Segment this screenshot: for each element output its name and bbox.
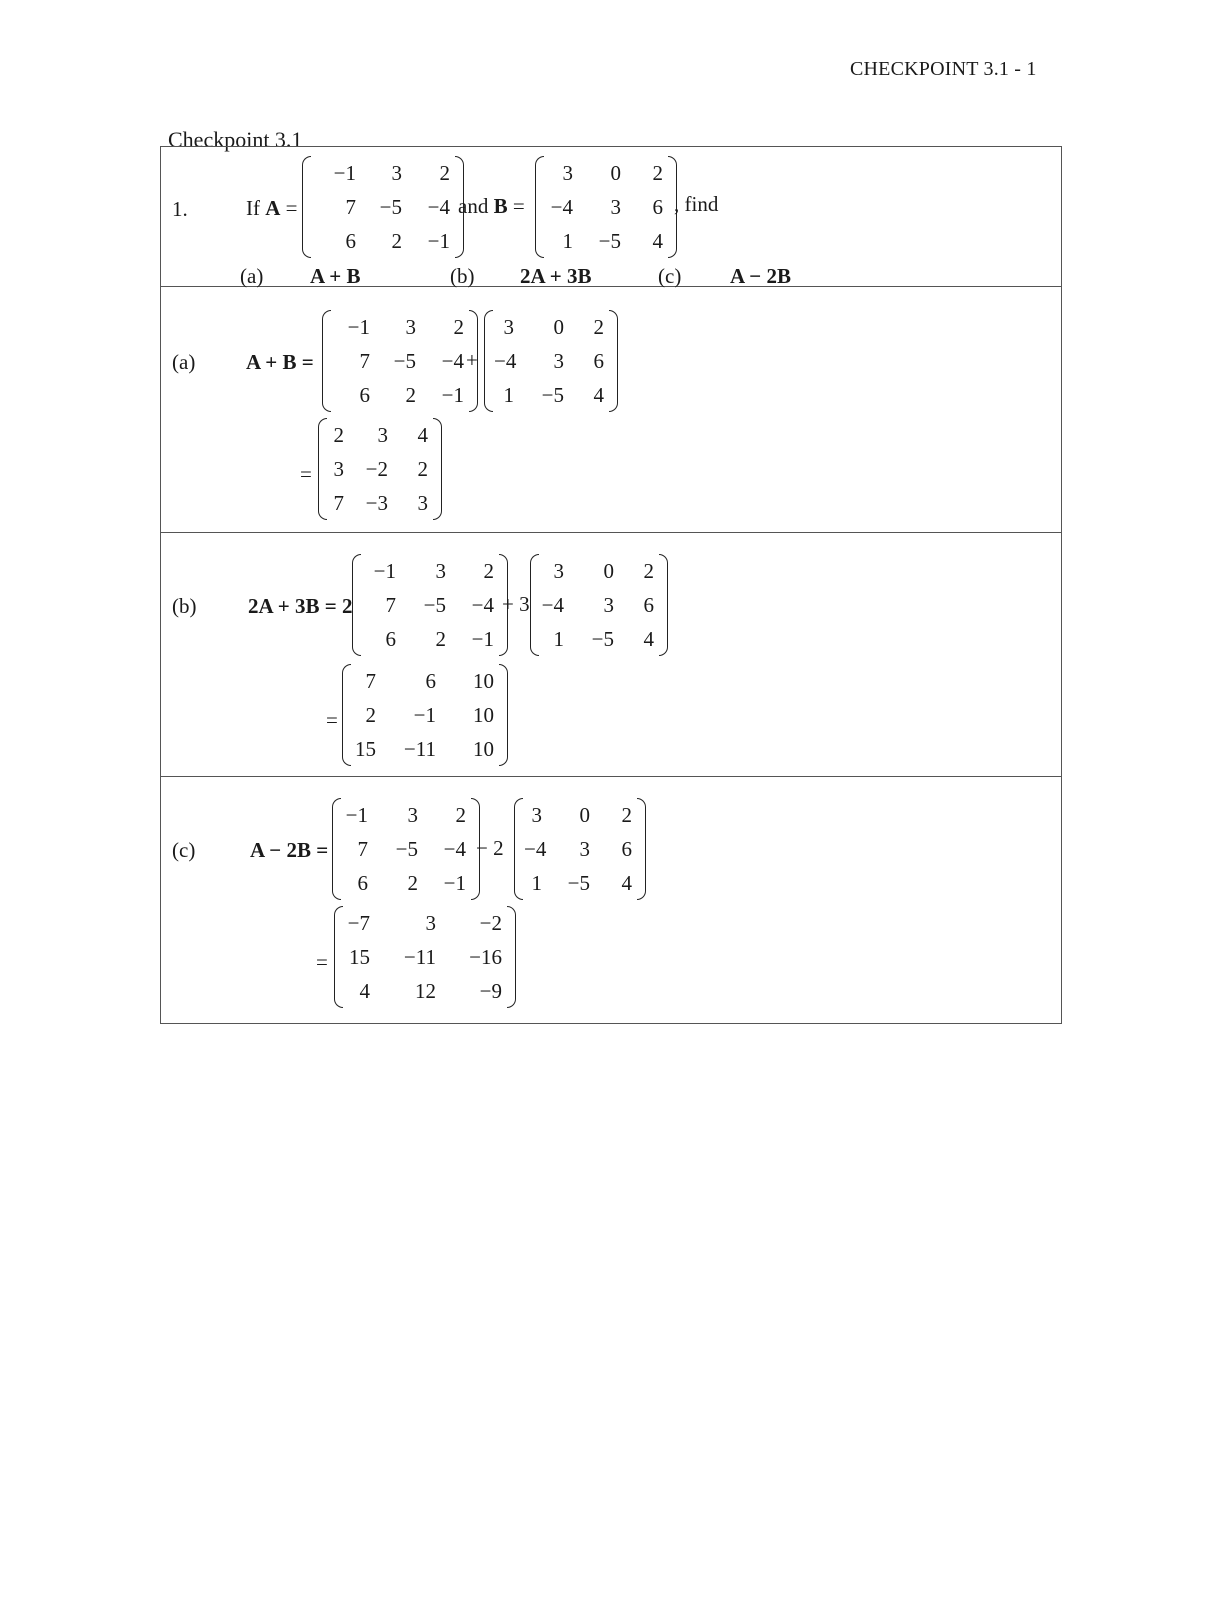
matrix-cell: 3 (553, 349, 564, 373)
part-c-expr: A − 2B (730, 264, 791, 288)
matrix-cell: −1 (441, 383, 464, 407)
matrix-cell: 3 (579, 837, 590, 861)
solution-b-lhs: 2A + 3B = 2 (248, 594, 353, 618)
matrix-cell: −7 (347, 911, 370, 935)
matrix-cell: 0 (579, 803, 590, 827)
matrix-cell: 6 (652, 195, 663, 219)
matrix-cell: 1 (553, 627, 564, 651)
matrix-cell: −5 (379, 195, 402, 219)
matrix-cell: 3 (503, 315, 514, 339)
matrix-cell: −4 (494, 349, 517, 373)
matrix-cell: 7 (385, 593, 396, 617)
matrix-cell: 2 (621, 803, 632, 827)
matrix-cell: 3 (417, 491, 428, 515)
matrix-cell: 12 (415, 979, 436, 1003)
solution-a-label: (a) (172, 350, 196, 374)
matrix-cell: −1 (471, 627, 494, 651)
solution-a-matrix-a (332, 310, 468, 412)
matrix-cell: −5 (598, 229, 621, 253)
solution-b-equals: = (326, 708, 338, 732)
matrix-cell: 2 (391, 229, 402, 253)
matrix-cell: 2 (407, 871, 418, 895)
matrix-cell: 2 (417, 457, 428, 481)
matrix-cell: −5 (541, 383, 564, 407)
matrix-cell: −4 (550, 195, 573, 219)
matrix-cell: 2 (453, 315, 464, 339)
matrix-cell: 3 (531, 803, 542, 827)
matrix-cell: 3 (610, 195, 621, 219)
matrix-cell: 2 (405, 383, 416, 407)
matrix-cell: 4 (417, 423, 428, 447)
solution-a-result (328, 418, 432, 520)
matrix-cell: 2 (333, 423, 344, 447)
solution-a-matrix-b (494, 310, 608, 412)
matrix-cell: −1 (345, 803, 368, 827)
matrix-cell: −5 (395, 837, 418, 861)
matrix-cell: −4 (441, 349, 464, 373)
left-paren (342, 664, 351, 766)
solution-c-minus-2: − 2 (476, 836, 504, 860)
matrix-cell: 1 (562, 229, 573, 253)
solution-c-matrix-b (524, 798, 636, 900)
left-paren (318, 418, 327, 520)
matrix-cell: 7 (365, 669, 376, 693)
solution-c-lhs: A − 2B = (250, 838, 329, 862)
right-paren (507, 906, 516, 1008)
matrix-cell: −11 (403, 737, 436, 761)
right-paren (659, 554, 668, 656)
right-paren (433, 418, 442, 520)
matrix-cell: −4 (541, 593, 564, 617)
matrix-cell: 3 (425, 911, 436, 935)
checkpoint-title: Checkpoint 3.1 (168, 127, 303, 152)
solution-a-lhs: A + B = (246, 350, 314, 374)
matrix-cell: 7 (345, 195, 356, 219)
matrix-cell: 6 (357, 871, 368, 895)
matrix-cell: 1 (503, 383, 514, 407)
matrix-cell: 7 (333, 491, 344, 515)
matrix-cell: 3 (377, 423, 388, 447)
part-a-label: (a) (240, 264, 264, 288)
matrix-cell: 10 (473, 737, 494, 761)
matrix-cell: 2 (365, 703, 376, 727)
matrix-cell: −2 (365, 457, 388, 481)
matrix-cell: −4 (443, 837, 466, 861)
left-paren (530, 554, 539, 656)
matrix-cell: 2 (483, 559, 494, 583)
matrix-cell: 3 (405, 315, 416, 339)
matrix-a (312, 156, 454, 258)
matrix-cell: 6 (345, 229, 356, 253)
solution-b-plus-3: + 3 (502, 592, 530, 616)
solution-b-label: (b) (172, 594, 197, 618)
solution-a-equals: = (300, 462, 312, 486)
matrix-cell: 2 (455, 803, 466, 827)
matrix-cell: 15 (355, 737, 376, 761)
right-paren (637, 798, 646, 900)
matrix-cell: 15 (349, 945, 370, 969)
matrix-cell: −5 (393, 349, 416, 373)
part-c-label: (c) (658, 264, 682, 288)
matrix-cell: −4 (427, 195, 450, 219)
matrix-cell: −1 (333, 161, 356, 185)
matrix-cell: 2 (439, 161, 450, 185)
matrix-cell: −1 (373, 559, 396, 583)
matrix-cell: 7 (357, 837, 368, 861)
matrix-cell: 10 (473, 669, 494, 693)
solution-b-matrix-b (540, 554, 658, 656)
matrix-cell: −9 (479, 979, 502, 1003)
left-paren (535, 156, 544, 258)
matrix-cell: −4 (524, 837, 547, 861)
matrix-cell: 6 (385, 627, 396, 651)
row-divider (160, 286, 1062, 287)
matrix-cell: −1 (443, 871, 466, 895)
matrix-cell: −11 (403, 945, 436, 969)
matrix-cell: 1 (531, 871, 542, 895)
page-header: CHECKPOINT 3.1 - 1 (850, 58, 1037, 80)
matrix-cell: 0 (610, 161, 621, 185)
matrix-cell: 2 (593, 315, 604, 339)
left-paren (484, 310, 493, 412)
matrix-cell: 2 (643, 559, 654, 583)
left-paren (514, 798, 523, 900)
matrix-cell: 4 (593, 383, 604, 407)
part-b-label: (b) (450, 264, 475, 288)
matrix-cell: 6 (359, 383, 370, 407)
matrix-cell: 7 (359, 349, 370, 373)
matrix-cell: 3 (391, 161, 402, 185)
left-paren (334, 906, 343, 1008)
matrix-b (545, 156, 667, 258)
matrix-cell: 10 (473, 703, 494, 727)
matrix-cell: 4 (643, 627, 654, 651)
matrix-cell: 0 (603, 559, 614, 583)
matrix-cell: −5 (591, 627, 614, 651)
matrix-cell: −16 (469, 945, 502, 969)
left-paren (322, 310, 331, 412)
solution-c-matrix-a (342, 798, 470, 900)
matrix-cell: −1 (413, 703, 436, 727)
matrix-cell: −1 (427, 229, 450, 253)
row-divider (160, 532, 1062, 533)
matrix-cell: −4 (471, 593, 494, 617)
matrix-cell: 6 (593, 349, 604, 373)
matrix-cell: 6 (643, 593, 654, 617)
row-divider (160, 776, 1062, 777)
matrix-cell: 3 (333, 457, 344, 481)
solution-a-plus: + (466, 348, 478, 372)
matrix-cell: −5 (423, 593, 446, 617)
matrix-cell: −5 (567, 871, 590, 895)
solution-c-equals: = (316, 950, 328, 974)
matrix-cell: 3 (407, 803, 418, 827)
matrix-cell: 3 (435, 559, 446, 583)
matrix-cell: 2 (652, 161, 663, 185)
solution-b-result (352, 664, 498, 766)
problem-and-b: and B = (458, 194, 525, 218)
matrix-cell: −2 (479, 911, 502, 935)
matrix-cell: −3 (365, 491, 388, 515)
left-paren (332, 798, 341, 900)
right-paren (499, 664, 508, 766)
matrix-cell: 3 (562, 161, 573, 185)
right-paren (609, 310, 618, 412)
matrix-cell: 4 (652, 229, 663, 253)
matrix-cell: 6 (425, 669, 436, 693)
left-paren (352, 554, 361, 656)
matrix-cell: 3 (603, 593, 614, 617)
matrix-cell: 3 (553, 559, 564, 583)
solution-b-matrix-a (362, 554, 498, 656)
solution-c-label: (c) (172, 838, 196, 862)
problem-number: 1. (172, 197, 188, 221)
matrix-cell: 4 (621, 871, 632, 895)
matrix-cell: 6 (621, 837, 632, 861)
problem-find: , find (674, 192, 719, 216)
part-b-expr: 2A + 3B (520, 264, 592, 288)
part-a-expr: A + B (310, 264, 361, 288)
solution-c-result (344, 906, 506, 1008)
matrix-cell: 2 (435, 627, 446, 651)
left-paren (302, 156, 311, 258)
matrix-cell: 4 (359, 979, 370, 1003)
problem-if-a: If A = (246, 196, 298, 220)
matrix-cell: −1 (347, 315, 370, 339)
matrix-cell: 0 (553, 315, 564, 339)
